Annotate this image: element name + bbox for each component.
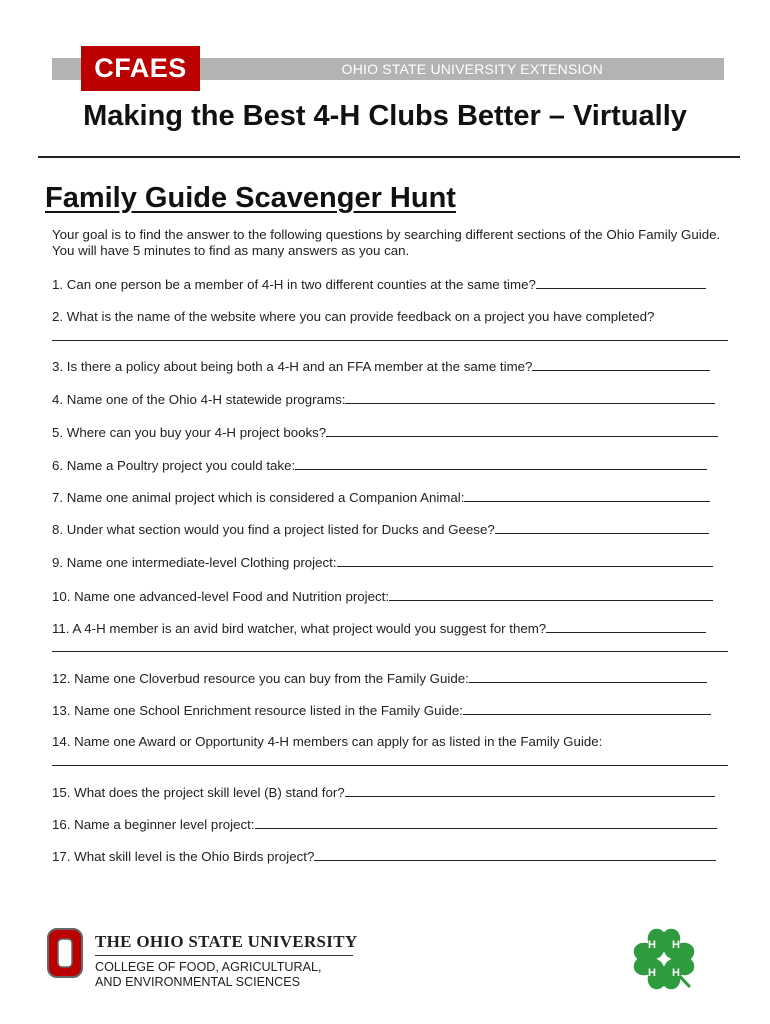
question-5: 5. Where can you buy your 4-H project books? bbox=[52, 424, 730, 441]
answer-line-14 bbox=[52, 765, 728, 766]
cfaes-logo: CFAES bbox=[81, 46, 200, 91]
question-17: 17. What skill level is the Ohio Birds project? bbox=[52, 848, 730, 865]
question-11: 11. A 4-H member is an avid bird watcher, what project would you suggest for them? bbox=[52, 620, 730, 637]
question-13: 13. Name one School Enrichment resource listed in the Family Guide: bbox=[52, 702, 730, 719]
university-rule bbox=[95, 955, 353, 956]
question-7: 7. Name one animal project which is considered a Companion Animal: bbox=[52, 489, 730, 506]
four-h-clover-logo bbox=[630, 925, 698, 993]
worksheet-subtitle: Family Guide Scavenger Hunt bbox=[45, 182, 456, 214]
question-10: 10. Name one advanced-level Food and Nutrition project: bbox=[52, 588, 730, 605]
answer-line-2 bbox=[52, 340, 728, 341]
university-name: THE OHIO STATE UNIVERSITY bbox=[95, 932, 358, 951]
question-16: 16. Name a beginner level project: bbox=[52, 816, 730, 833]
svg-text:H: H bbox=[648, 939, 656, 951]
answer-line-11 bbox=[52, 651, 728, 652]
college-line-2: AND ENVIRONMENTAL SCIENCES bbox=[95, 975, 301, 989]
svg-text:H: H bbox=[648, 967, 656, 979]
question-15: 15. What does the project skill level (B) stand for? bbox=[52, 784, 730, 801]
question-1: 1. Can one person be a member of 4-H in two different counties at the same time? bbox=[52, 276, 730, 293]
college-name bbox=[95, 960, 322, 990]
question-3: 3. Is there a policy about being both a 4-H and an FFA member at the same time? bbox=[52, 358, 730, 375]
question-8: 8. Under what section would you find a project listed for Ducks and Geese? bbox=[52, 521, 730, 538]
page-title: Making the Best 4-H Clubs Better – Virtually bbox=[83, 100, 687, 132]
question-2: 2. What is the name of the website where you can provide feedback on a project you have completed? bbox=[52, 309, 655, 324]
college-line-1: COLLEGE OF FOOD, AGRICULTURAL, bbox=[95, 960, 322, 974]
question-12: 12. Name one Cloverbud resource you can buy from the Family Guide: bbox=[52, 670, 730, 687]
question-6: 6. Name a Poultry project you could take: bbox=[52, 457, 730, 474]
question-9: 9. Name one intermediate-level Clothing project: bbox=[52, 554, 730, 571]
extension-label: OHIO STATE UNIVERSITY EXTENSION bbox=[341, 61, 603, 77]
title-divider bbox=[38, 156, 740, 158]
question-4: 4. Name one of the Ohio 4-H statewide programs: bbox=[52, 391, 730, 408]
intro-paragraph: Your goal is to find the answer to the following questions by searching different sections of the Ohio Family Guide. You will have 5 minutes to find as many answers as you can. bbox=[52, 227, 721, 258]
svg-text:H: H bbox=[672, 939, 680, 951]
svg-text:H: H bbox=[672, 967, 680, 979]
question-14: 14. Name one Award or Opportunity 4-H members can apply for as listed in the Family Guide: bbox=[52, 734, 603, 749]
osu-block-o-logo bbox=[47, 928, 83, 978]
